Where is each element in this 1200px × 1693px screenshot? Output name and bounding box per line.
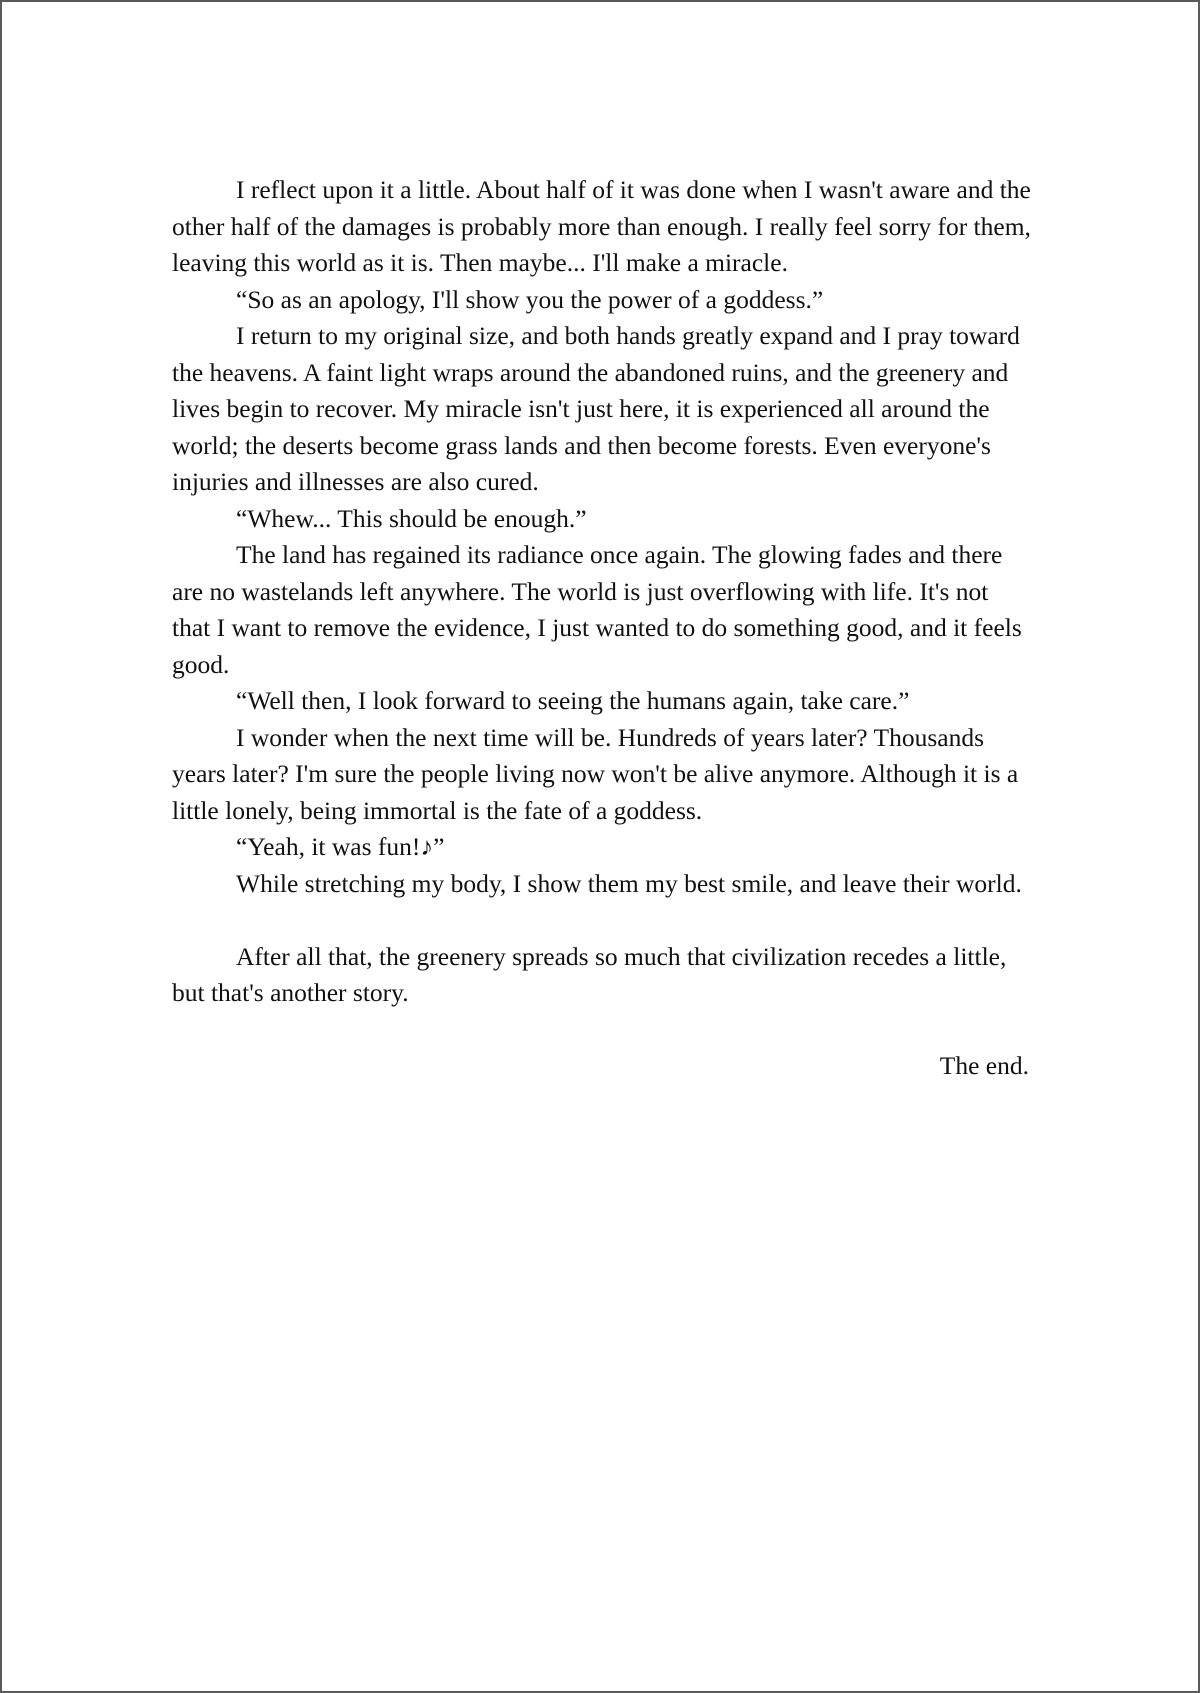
paragraph: “Whew... This should be enough.” xyxy=(236,503,587,533)
paragraph: “So as an apology, I'll show you the power of a goddess.” xyxy=(236,284,824,314)
the-end-label: The end. xyxy=(939,1051,1029,1080)
paragraph: I return to my original size, and both hands greatly expand and I pray toward the heavens. A faint light wraps around the abandoned ruins, and the greenery and lives begin to recover. My miracle isn't just here, it is experienced all around the world; the deserts become grass lands and then become forests. Even everyone's injuries and illnesses are also cured. xyxy=(172,321,1020,496)
story-text xyxy=(172,172,1032,1085)
paragraph: I reflect upon it a little. About half of it was done when I wasn't aware and the other half of the damages is probably more than enough. I really feel sorry for them, leaving this world as it is. Then maybe... I'll make a miracle. xyxy=(172,175,1031,277)
section-gap xyxy=(172,902,1032,939)
paragraph: While stretching my body, I show them my best smile, and leave their world. xyxy=(236,868,1022,898)
paragraph: “Yeah, it was fun!♪” xyxy=(236,832,445,861)
epilogue-paragraph: After all that, the greenery spreads so much that civilization recedes a little, but that's another story. xyxy=(172,941,1007,1007)
paragraph: “Well then, I look forward to seeing the humans again, take care.” xyxy=(236,686,910,715)
section-gap xyxy=(172,1012,1032,1049)
paragraph: I wonder when the next time will be. Hundreds of years later? Thousands years later? I'm sure the people living now won't be alive anymore. Although it is a little lonely, being immortal is the fate of a goddess. xyxy=(172,722,1019,825)
paragraph: The land has regained its radiance once again. The glowing fades and there are no wastelands left anywhere. The world is just overflowing with life. It's not that I want to remove the evidence, I just wanted to do something good, and it feels good. xyxy=(172,540,1022,679)
